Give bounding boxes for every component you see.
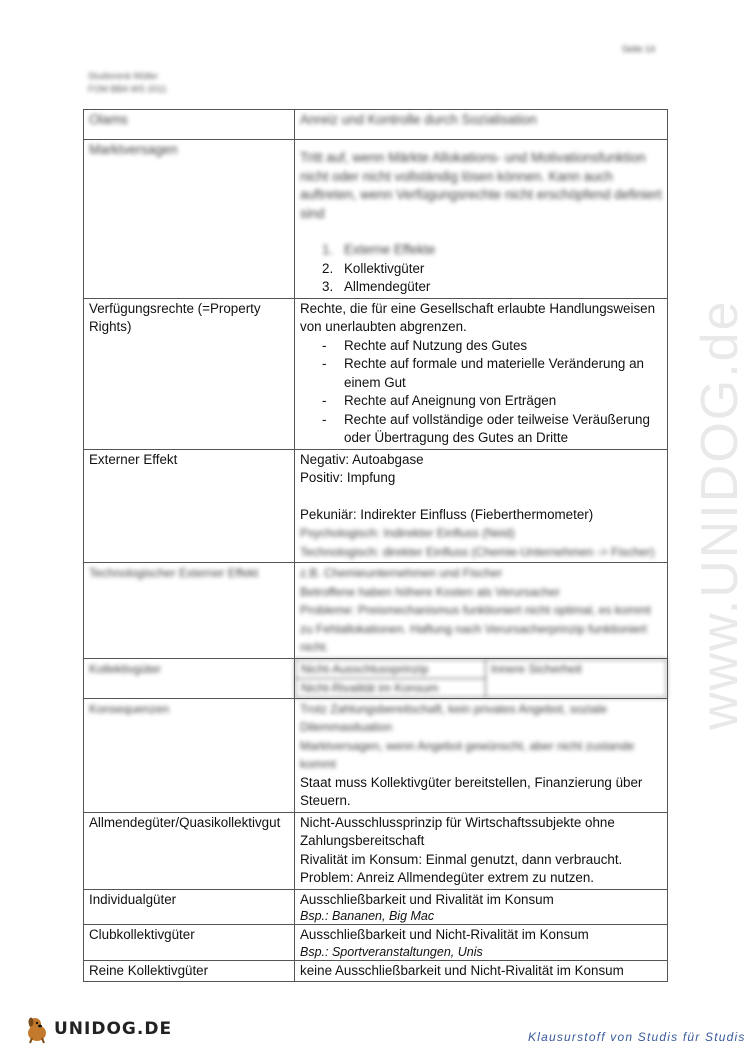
table-row [84,140,668,299]
desc-externer-effekt [295,449,668,563]
term-marktversagen: Marktversagen [84,140,295,299]
allmende-line: Problem: Anreiz Allmendegüter extrem zu nutzen. [300,870,594,885]
desc-allmende [295,812,668,889]
table-row [84,812,668,889]
desc-rein: keine Ausschließbarkeit und Nicht-Rivalität im Konsum [295,960,668,982]
club-line: Ausschließbarkeit und Nicht-Rivalität im Konsum [300,927,589,942]
page-number: Seite 14 [622,44,656,54]
kollektiv-inner-table [295,659,667,698]
desc-verfuegungsrechte [295,298,668,449]
term-technologischer: Technologischer Externer Effekt [84,563,295,659]
desc-marktversagen [295,140,668,299]
term-individual: Individualgüter [84,889,295,925]
effekt-positiv: Positiv: Impfung [300,470,396,485]
author-block [88,70,167,96]
table-row [84,889,668,925]
list-item: - Rechte auf Aneignung von Erträgen [322,393,557,408]
header-left: Olams [84,110,295,140]
table-row [84,298,668,449]
table-row [84,658,668,698]
individual-line: Ausschließbarkeit und Rivalität im Konsum [300,891,554,907]
header-right: Anreiz und Kontrolle durch Sozialisation [295,110,668,140]
list-item: 2. Kollektivgüter [322,260,425,276]
desc-konsequenzen [295,698,668,812]
content-table [83,109,668,982]
list-item: - Rechte auf Nutzung des Gutes [322,337,528,353]
logo-text: UNIDOG.DE [54,1019,173,1039]
kollektiv-a: Nicht-Ausschlussprinzip [296,659,486,678]
author-name: Studiorenk Müller [88,71,159,81]
allmende-line: Rivalität im Konsum: Einmal genutzt, dann verbraucht. [300,851,623,867]
desc-technologischer [295,563,668,659]
marktversagen-text: Tritt auf, wenn Märkte Allokations- und Motivationsfunktion nicht oder nicht vollständig lösen können. Kann auch auftreten, wenn Verfügungsrechte nicht erschöpfend definiert sind [300,150,662,221]
list-item: 1. Externe Effekte [322,242,436,257]
konsequenzen-blur-1: Trotz Zahlungsbereitschaft, kein privates Angebot, soziale Dilemmasituation [300,701,608,734]
table-row [84,698,668,812]
author-course: FOM BBA WS 2011 [88,84,167,94]
table-row [84,960,668,982]
list-item: - Rechte auf formale und materielle Veränderung an einem Gut [322,356,644,390]
verfuegungsrechte-intro: Rechte, die für eine Gesellschaft erlaubte Handlungsweisen von unerlaubten abgrenzen. [300,300,656,334]
konsequenzen-blur-2: Marktversagen, wenn Angebot gewünscht, aber nicht zustande kommt [300,738,635,771]
desc-kollektivgueter [295,658,668,698]
effekt-psychologisch: Psychologisch: Indirekter Einfluss (Neid) [300,526,515,540]
kollektiv-b: Nicht-Rivalität im Konsum [296,678,486,697]
table-row [84,449,668,563]
effekt-negativ: Negativ: Autoabgase [300,451,424,467]
allmende-line: Nicht-Ausschlussprinzip für Wirtschaftssubjekte ohne Zahlungsbereitschaft [300,814,615,848]
desc-individual [295,889,668,925]
unidog-logo [22,1014,172,1044]
term-externer-effekt: Externer Effekt [84,449,295,563]
watermark: www.UNIDOG.de [691,299,749,730]
individual-example: Bsp.: Bananen, Big Mac [300,909,435,923]
term-club: Clubkollektivgüter [84,925,295,961]
term-verfuegungsrechte: Verfügungsrechte (=Property Rights) [84,298,295,449]
table-row [84,110,668,140]
club-example: Bsp.: Sportveranstaltungen, Unis [300,944,483,959]
tech-line: Probleme: Preismechanismus funktioniert nicht optimal, es kommt zu Fehlallokationen. Haftung nach Verursacherprinzip funktioniert nicht. [300,603,651,654]
tech-line: Betroffene haben höhere Kosten als Verursacher [300,584,560,599]
list-item: - Rechte auf vollständige oder teilweise Veräußerung oder Übertragung des Gutes an Dritte [322,411,650,445]
table-row [84,925,668,961]
term-kollektivgueter: Kollektivgüter [84,658,295,698]
effekt-pekuniaer: Pekuniär: Indirekter Einfluss (Fieberthermometer) [300,506,594,522]
table-row [84,563,668,659]
tech-line: z.B. Chemieunternehmen und Fischer [300,566,503,580]
konsequenzen-text: Staat muss Kollektivgüter bereitstellen, Finanzierung über Steuern. [300,774,643,808]
list-item: 3. Allmendegüter [322,279,431,294]
effekt-technologisch: Technologisch: direkter Einfluss (Chemie-Unternehmen -> Fischer) [300,544,655,559]
desc-club [295,925,668,961]
footer-tagline: Klausurstoff von Studis für Studis [528,1030,746,1044]
term-konsequenzen: Konsequenzen [84,698,295,812]
term-rein: Reine Kollektivgüter [84,960,295,982]
dog-icon [22,1014,52,1044]
kollektiv-c: Innere Sicherheit [486,659,667,697]
term-allmende: Allmendegüter/Quasikollektivgut [84,812,295,889]
